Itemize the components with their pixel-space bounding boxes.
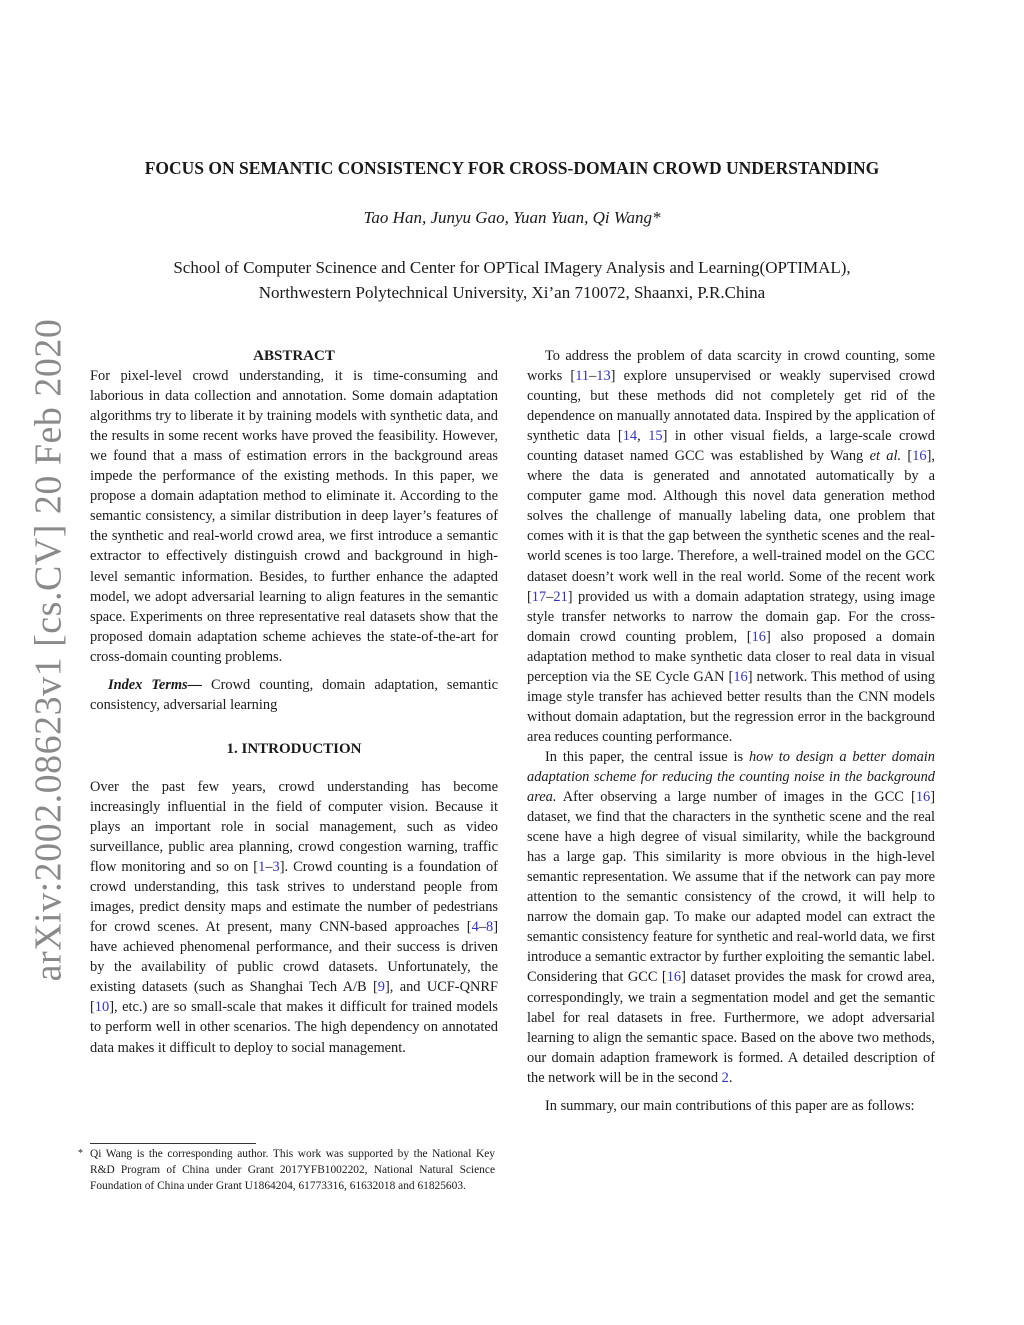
arxiv-identifier [18,318,78,982]
affiliation [60,255,964,305]
introduction-heading: 1. INTRODUCTION [226,740,362,757]
footnote-text: Qi Wang is the corresponding author. This work was supported by the National Key R&D Program of China under Grant 2017YFB1002202, National Natural Science Foundation of China under Grant U1864204, 61773316, 61632018 and 61825603. [90,1148,495,1192]
citation-link[interactable]: 17 [531,588,547,605]
left-column [90,346,498,1058]
citation-link[interactable]: 15 [648,428,663,445]
intro-paragraph-3: In this paper, the central issue is how to design a better domain adaptation scheme for reducing the counting noise in the background area. After observing a large number of images in the GCC [16] dataset, we find that the characters in the synthetic scene and the real scene have a high degree of visual similarity, while the background has a large gap. This similarity is more obvious in the high-level semantic representation. We assume that if the network can pay more attention to the semantic consistency of the crowd, it will help to narrow the domain gap. To make our adapted model can extract the semantic consistency feature for synthetic and real-world data, we first introduce a semantic extractor by further exploiting the semantic label. Considering that GCC [16] dataset provides the mask for crowd area, correspondingly, we train a segmentation model and get the semantic label for real datasets in free. Furthermore, we adopt adversarial learning to align the semantic space. Based on the above two methods, our domain adaption framework is formed. A detailed description of the network will be in the second 2. [527,748,935,1086]
affiliation-line-1: School of Computer Scinence and Center for OPTical IMagery Analysis and Learning(OPTIMAL), [173,258,851,277]
citation-link[interactable]: 16 [751,628,766,645]
citation-link[interactable]: 16 [915,789,931,806]
citation-link[interactable]: 9 [377,979,385,996]
arxiv-identifier-text: arXiv:2002.08623v1 [cs.CV] 20 Feb 2020 [27,318,69,982]
paper-authors: Tao Han, Junyu Gao, Yuan Yuan, Qi Wang* [363,208,661,227]
paper-title: FOCUS ON SEMANTIC CONSISTENCY FOR CROSS-DOMAIN CROWD UNDERSTANDING [144,158,880,178]
citation-link[interactable]: 16 [912,448,927,465]
citation-link[interactable]: 21 [553,588,568,605]
index-terms-label: Index Terms— [108,676,203,693]
citation-link[interactable]: 16 [666,969,682,986]
central-issue-emphasis: how to design a better domain adaptation scheme for reducing the counting noise in the background area. [527,748,935,806]
citation-link[interactable]: 10 [94,999,110,1016]
right-column [527,346,935,1116]
citation-link[interactable]: 14 [622,428,638,445]
citation-link[interactable]: 11 [575,368,590,385]
citation-link[interactable]: 4 [471,919,479,936]
citation-link[interactable]: 13 [596,368,611,385]
citation-link[interactable]: 8 [486,919,494,936]
intro-paragraph-1: Over the past few years, crowd understanding has become increasingly influential in the field of computer vision. Because it plays an important role in social management, such as video surveillance, public area planning, crowd congestion warning, traffic flow monitoring and so on [1–3]. Crowd counting is a foundation of crowd understanding, this task strives to understand people from images, predict density maps and estimate the number of pedestrians for crowd scenes. At present, many CNN-based approaches [4–8] have achieved phenomenal performance, and their success is driven by the availability of public crowd datasets. Unfortunately, the existing datasets (such as Shanghai Tech A/B [9], and UCF-QNRF [10], etc.) are so small-scale that makes it difficult for trained models to perform well in other scenarios. The high dependency on annotated data makes it difficult to deploy to social management. [90,778,498,1056]
index-terms [90,675,498,715]
footnote-mark: * [78,1148,83,1159]
section-link[interactable]: 2 [721,1069,729,1086]
intro-paragraph-2: To address the problem of data scarcity in crowd counting, some works [11–13] explore unsupervised or weakly supervised crowd counting, but these methods did not completely get rid of the dependence on manually annotated data. Inspired by the application of synthetic data [14, 15] in other visual fields, a large-scale crowd counting dataset named GCC was established by Wang et al. [16], where the data is generated and annotated automatically by a computer game mod. Although this novel data generation method solves the challenge of manually labeling data, one problem that comes with it is that the gap between the synthetic scenes and the real-world scenes is too large. Therefore, a well-trained model on the GCC dataset doesn’t work well in the real world. Some of the recent work [17–21] provided us with a domain adaptation strategy, using image style transfer networks to narrow the domain gap. For the cross-domain crowd counting problem, [16] also proposed a domain adaptation method to make synthetic data closer to real data in visual perception via the SE Cycle GAN [16] network. This method of using image style transfer has achieved better results than the CNN models without domain adaptation, but the regression error in the background area reduces counting performance. [527,348,936,745]
citation-link[interactable]: 1 [258,859,266,876]
affiliation-line-2: Northwestern Polytechnical University, Xi’an 710072, Shaanxi, P.R.China [258,283,766,302]
abstract-heading: ABSTRACT [253,348,335,364]
intro-paragraph-4: In summary, our main contributions of this paper are as follows: [545,1097,915,1114]
footnote [78,1146,498,1194]
citation-link[interactable]: 16 [733,668,748,685]
index-terms-text: Crowd counting, domain adaptation, semantic consistency, adversarial learning [90,676,499,713]
abstract-text: For pixel-level crowd understanding, it is time-consuming and laborious in data collection and annotation. Some domain adaptation algorithms try to liberate it by training models with synthetic data, and the results in some recent works have proved the feasibility. However, we found that a mass of estimation errors in the background areas impede the performance of the existing methods. In this paper, we propose a domain adaptation method to eliminate it. According to the semantic consistency, a similar distribution in deep layer’s features of the synthetic and real-world crowd area, we first introduce a semantic extractor to effectively distinguish crowd and background in high-level semantic information. Besides, to further enhance the adapted model, we adopt adversarial learning to align features in the semantic space. Experiments on three representative real datasets show that the proposed domain adaptation scheme achieves the state-of-the-art for cross-domain counting problems. [90,368,498,665]
citation-link[interactable]: 3 [272,859,280,876]
footnote-divider [90,1143,256,1144]
